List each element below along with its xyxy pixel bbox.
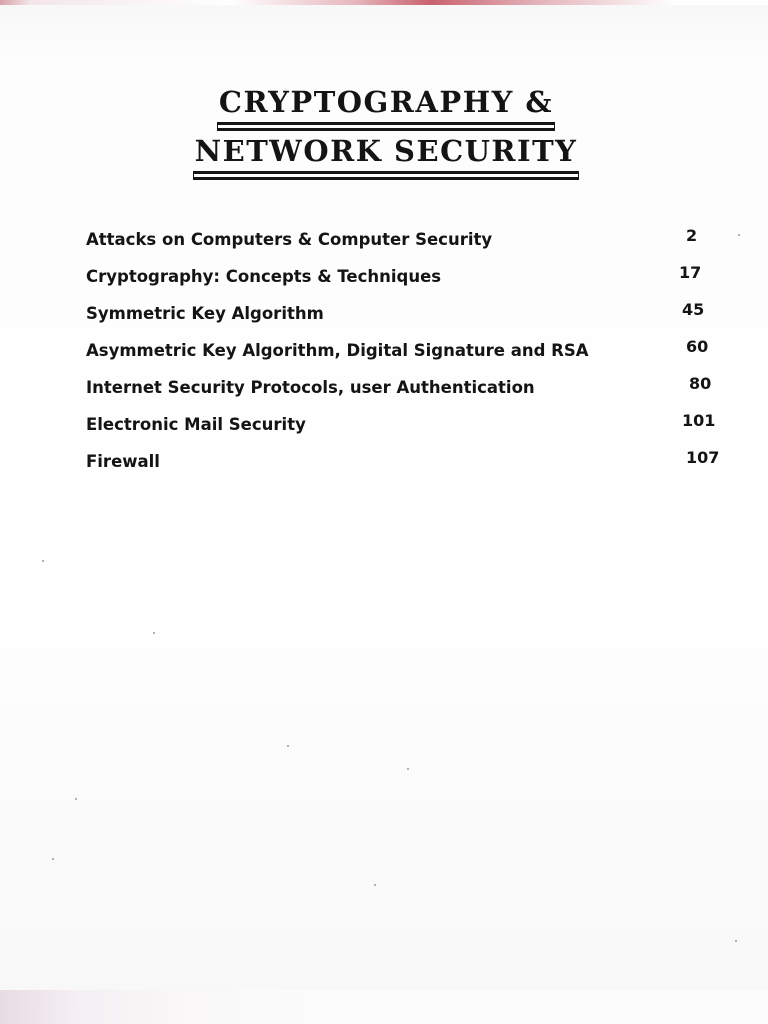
toc-item-internet-security [86,372,726,409]
toc-item-title: Electronic Mail Security [86,415,306,434]
toc-item-page: 2 [686,226,698,245]
paper-speck [42,560,44,562]
paper-speck [75,798,77,800]
toc-item-title: Attacks on Computers & Computer Security [86,230,493,249]
paper-speck [374,884,376,886]
paper-speck [153,632,155,634]
paper-speck [287,745,289,747]
toc-item-firewall [86,446,726,483]
toc-item-title: Firewall [86,452,160,471]
toc-item-title: Symmetric Key Algorithm [86,304,324,323]
table-of-contents [86,224,726,483]
page-bottom-edge [0,990,768,1024]
toc-item-title: Asymmetric Key Algorithm, Digital Signature and RSA [86,341,589,360]
toc-item-title: Cryptography: Concepts & Techniques [86,267,442,286]
toc-item-cryptography [86,261,726,298]
toc-item-page: 80 [689,374,712,393]
toc-item-attacks [86,224,726,261]
paper-speck [52,858,54,860]
title-line-2: NETWORK SECURITY [193,133,580,174]
paper-speck [735,940,737,942]
toc-item-symmetric [86,298,726,335]
toc-item-page: 101 [682,411,716,430]
toc-item-asymmetric [86,335,726,372]
toc-item-page: 60 [686,337,709,356]
toc-item-page: 107 [686,448,720,467]
toc-item-title: Internet Security Protocols, user Authentication [86,378,535,397]
toc-item-page: 45 [682,300,705,319]
title-line-1: CRYPTOGRAPHY & [217,84,555,125]
paper-speck [738,234,740,236]
document-title [160,84,612,174]
page-top-edge [0,0,768,5]
paper-speck [407,768,409,770]
toc-item-page: 17 [679,263,702,282]
toc-item-email-security [86,409,726,446]
